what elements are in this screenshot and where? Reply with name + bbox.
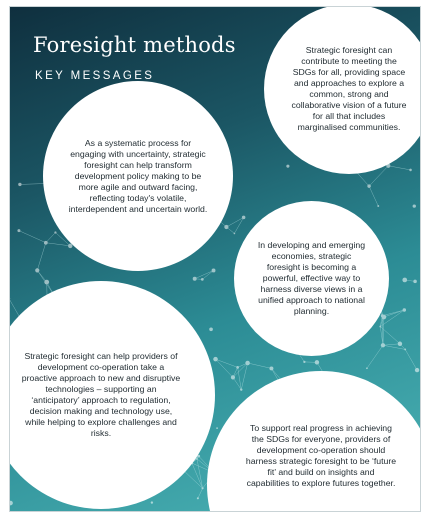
infographic-panel (9, 6, 421, 512)
page-title: Foresight methods (33, 33, 236, 57)
key-message-bubble-policy (43, 81, 233, 271)
page-subtitle: KEY MESSAGES (35, 70, 155, 82)
key-message-bubble-planning (234, 201, 389, 356)
key-message-text: To support real progress in achieving the SDGs for everyone, providers of development co-operation should harness strategic foresight to be ‘future fit’ and build on insights and capabilities to explore futures together. (245, 423, 397, 488)
key-message-text: In developing and emerging economies, strategic foresight is becoming a powerful, effective way to harness diverse views in a unified approach to national planning. (257, 240, 366, 316)
key-message-text: Strategic foresight can contribute to meeting the SDGs for all, providing space and approaches to explore a common, strong and collaborative vision of a future for all that includes marginalised communities. (291, 45, 407, 132)
key-message-text: Strategic foresight can help providers of development co-operation take a proactive approach to new and disruptive technologies – supporting an ‘anticipatory’ approach to regulation, decision making and technology use, while helping to explore challenges and risks. (21, 351, 181, 438)
key-message-text: As a systematic process for engaging with uncertainty, strategic foresight can help transform development policy making to be more agile and outward facing, reflecting today's volatile, interdependent and uncertain world. (68, 137, 208, 214)
